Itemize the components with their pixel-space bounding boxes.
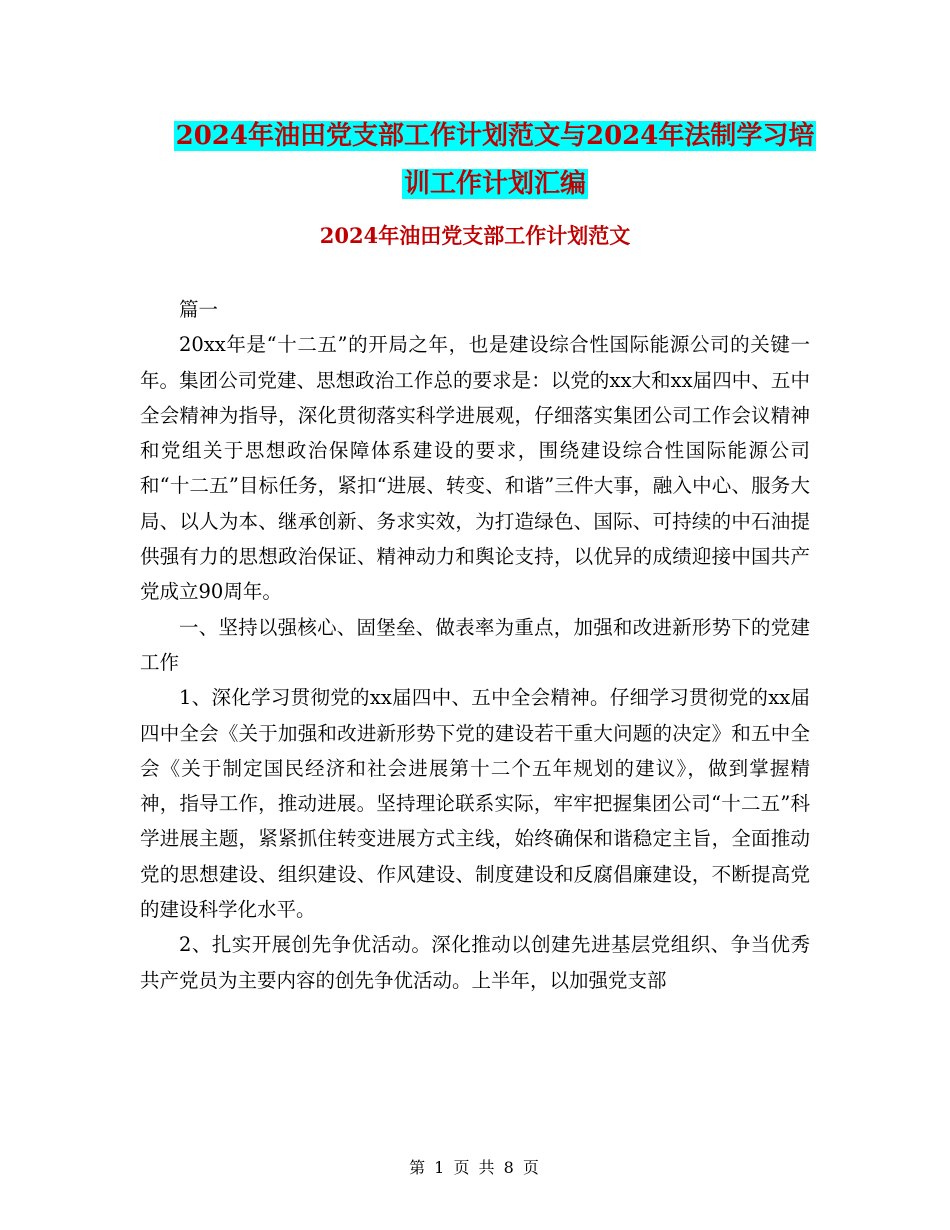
paragraph: 20xx年是“十二五”的开局之年，也是建设综合性国际能源公司的关键一年。集团公司党建、思想政治工作总的要求是：以党的xx大和xx届四中、五中全会精神为指导，深化贯彻落实科学进展观，仔细落实集团公司工作会议精神和党组关于思想政治保障体系建设的要求，围绕建设综合性国际能源公司和“十二五”目标任务，紧扣“进展、转变、和谐”三件大事，融入中心、服务大局、以人为本、继承创新、务求实效，为打造绿色、国际、可持续的中石油提供强有力的思想政治保证、精神动力和舆论支持，以优异的成绩迎接中国共产党成立90周年。 xyxy=(140,333,810,604)
title-line-2: 训工作计划汇编 xyxy=(403,169,586,199)
title-line-1: 2024年油田党支部工作计划范文与2024年法制学习培 xyxy=(175,121,815,151)
page-footer: 第 1 页 共 8 页 xyxy=(409,1158,541,1177)
document-title xyxy=(140,112,850,208)
body-text xyxy=(140,292,810,998)
paragraph: 2、扎实开展创先争优活动。深化推动以创建先进基层党组织、争当优秀共产党员为主要内容的创先争优活动。上半年，以加强党支部 xyxy=(140,933,810,992)
section-title: 2024年油田党支部工作计划范文 xyxy=(319,223,631,248)
paragraph: 1、深化学习贯彻党的xx届四中、五中全会精神。仔细学习贯彻党的xx届四中全会《关于加强和改进新形势下党的建设若干重大问题的决定》和五中全会《关于制定国民经济和社会进展第十二个五年规划的建议》，做到掌握精神，指导工作，推动进展。坚持理论联系实际，牢牢把握集团公司“十二五”科学进展主题，紧紧抓住转变进展方式主线，始终确保和谐稳定主旨，全面推动党的思想建设、组织建设、作风建设、制度建设和反腐倡廉建设，不断提高党的建设科学化水平。 xyxy=(140,686,810,922)
paragraph: 一、坚持以强核心、固堡垒、做表率为重点，加强和改进新形势下的党建工作 xyxy=(140,615,810,674)
paragraph-heading: 篇一 xyxy=(179,298,219,321)
